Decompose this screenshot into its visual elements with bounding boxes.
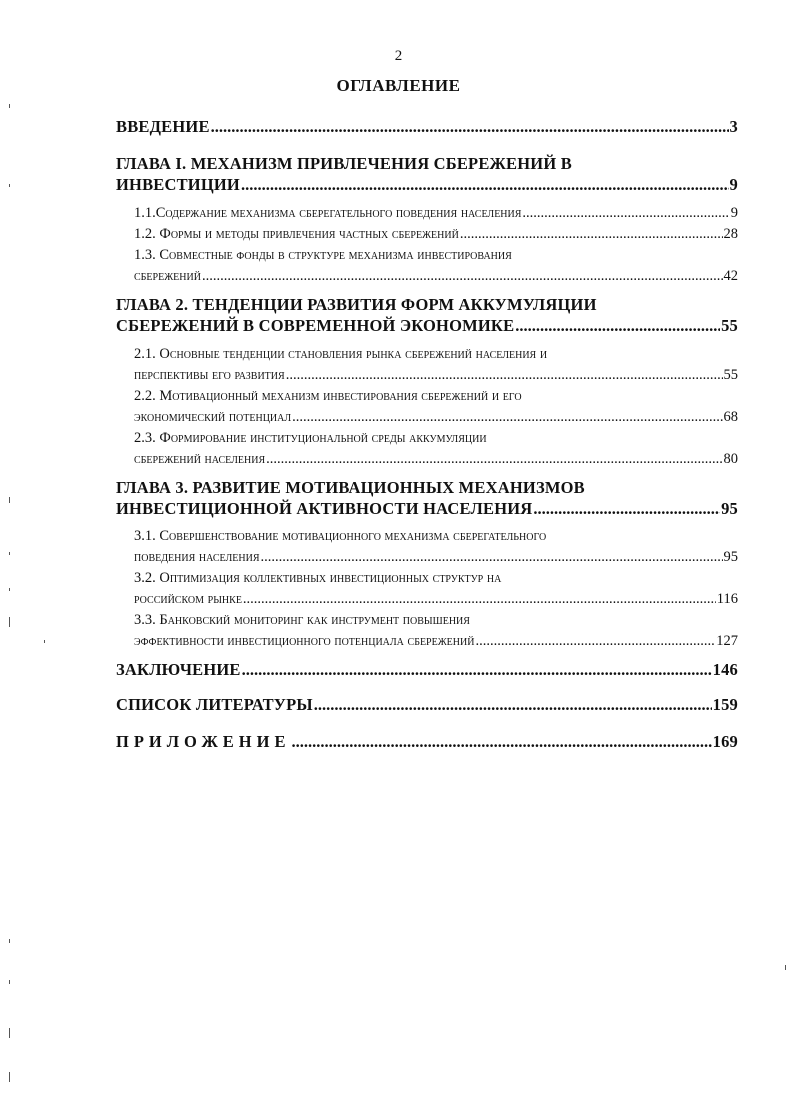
leader-dots bbox=[243, 589, 716, 610]
toc-entry-page: 42 bbox=[723, 268, 738, 284]
toc-entry-title: ГЛАВА I. МЕХАНИЗМ ПРИВЛЕЧЕНИЯ СБЕРЕЖЕНИЙ В bbox=[116, 154, 572, 173]
toc-entry-chapter-1[interactable] bbox=[116, 153, 738, 195]
leader-dots bbox=[533, 498, 720, 519]
leader-dots bbox=[286, 365, 723, 386]
toc-entry-page: 80 bbox=[723, 451, 738, 467]
scan-speck bbox=[785, 965, 786, 970]
toc-entry-section-3-2[interactable] bbox=[134, 568, 738, 610]
leader-dots bbox=[292, 407, 722, 428]
toc-entry-title: ПРИЛОЖЕНИЕ bbox=[116, 732, 291, 751]
leader-dots bbox=[314, 694, 712, 715]
scan-speck bbox=[9, 104, 10, 108]
scan-speck bbox=[9, 552, 10, 555]
toc-entry-title: 3.2. Оптимизация коллективных инвестиционных структур на bbox=[134, 570, 502, 586]
toc-entry-section-2-3[interactable] bbox=[134, 428, 738, 470]
toc-entry-title: 2.1. Основные тенденции становления рынка сбережений населения и bbox=[134, 346, 548, 362]
toc-entry-title: ГЛАВА 3. РАЗВИТИЕ МОТИВАЦИОННЫХ МЕХАНИЗМОВ bbox=[116, 478, 585, 497]
scan-speck bbox=[9, 617, 10, 627]
toc-entry-section-1-2[interactable] bbox=[134, 224, 738, 245]
toc-entry-title: СПИСОК ЛИТЕРАТУРЫ bbox=[116, 695, 313, 714]
leader-dots bbox=[241, 174, 729, 195]
scan-speck bbox=[44, 640, 45, 643]
toc-entry-page: 169 bbox=[712, 732, 738, 751]
toc-entry-page: 95 bbox=[723, 549, 738, 565]
toc-entry-page: 3 bbox=[729, 117, 738, 136]
toc-entry-section-3-3[interactable] bbox=[134, 610, 738, 652]
toc-entry-section-3-1[interactable] bbox=[134, 526, 738, 568]
toc-entry-bibliography[interactable] bbox=[116, 694, 738, 715]
leader-dots bbox=[460, 224, 723, 245]
leader-dots bbox=[242, 659, 712, 680]
toc-entry-page: 55 bbox=[721, 316, 738, 335]
leader-dots bbox=[522, 203, 729, 224]
leader-dots bbox=[475, 631, 715, 652]
toc-entry-page: 9 bbox=[729, 175, 738, 194]
toc-entry-title-cont: СБЕРЕЖЕНИЙ В СОВРЕМЕННОЙ ЭКОНОМИКЕ bbox=[116, 316, 515, 335]
toc-entry-appendix[interactable] bbox=[116, 731, 738, 752]
scan-speck bbox=[9, 588, 10, 591]
toc-entry-title: 1.3. Совместные фонды в структуре механизма инвестирования bbox=[134, 247, 512, 263]
scan-speck bbox=[9, 939, 10, 943]
toc-entry-introduction[interactable] bbox=[116, 116, 738, 137]
leader-dots bbox=[515, 315, 720, 336]
toc-entry-title-cont: эффективности инвестиционного потенциала сбережений bbox=[134, 633, 475, 649]
toc-entry-chapter-3[interactable] bbox=[116, 477, 738, 519]
toc-entry-page: 146 bbox=[712, 660, 738, 679]
scan-speck bbox=[9, 1028, 10, 1038]
scan-speck bbox=[9, 184, 10, 187]
toc-entry-page: 116 bbox=[716, 591, 738, 607]
toc-entry-section-1-3[interactable] bbox=[134, 245, 738, 287]
toc-entry-page: 9 bbox=[730, 205, 738, 221]
toc-entry-title-cont: ИНВЕСТИЦИОННОЙ АКТИВНОСТИ НАСЕЛЕНИЯ bbox=[116, 499, 533, 518]
scan-speck bbox=[9, 1072, 10, 1082]
leader-dots bbox=[202, 266, 723, 287]
toc-entry-page: 127 bbox=[716, 633, 738, 649]
scan-speck bbox=[9, 980, 10, 984]
toc-entry-title: 1.2. Формы и методы привлечения частных сбережений bbox=[134, 226, 459, 242]
toc-entry-page: 95 bbox=[721, 499, 738, 518]
toc-entry-title: 1.1.Содержание механизма сберегательного поведения населения bbox=[134, 205, 522, 221]
toc-entry-title-cont: экономический потенциал bbox=[134, 409, 292, 425]
toc-entry-title: ВВЕДЕНИЕ bbox=[116, 117, 210, 136]
toc-entry-title: 2.3. Формирование институциональной среды аккумуляции bbox=[134, 430, 487, 446]
toc-entry-title-cont: сбережений населения bbox=[134, 451, 266, 467]
leader-dots bbox=[266, 449, 722, 470]
toc-entry-page: 55 bbox=[723, 367, 738, 383]
toc-entry-page: 28 bbox=[723, 226, 738, 242]
leader-dots bbox=[291, 731, 711, 752]
toc-entry-title-cont: ИНВЕСТИЦИИ bbox=[116, 175, 240, 194]
leader-dots bbox=[211, 116, 729, 137]
toc-entry-title-cont: поведения населения bbox=[134, 549, 260, 565]
toc-entry-page: 68 bbox=[723, 409, 738, 425]
toc-entry-title: 3.1. Совершенствование мотивационного механизма сберегательного bbox=[134, 528, 547, 544]
toc-entry-title: ГЛАВА 2. ТЕНДЕНЦИИ РАЗВИТИЯ ФОРМ АККУМУЛЯЦИИ bbox=[116, 295, 597, 314]
toc-entry-section-2-1[interactable] bbox=[134, 344, 738, 386]
page-number: 2 bbox=[394, 48, 403, 64]
toc-entry-section-2-2[interactable] bbox=[134, 386, 738, 428]
toc-title: ОГЛАВЛЕНИЕ bbox=[336, 76, 461, 95]
toc-entry-page: 159 bbox=[712, 695, 738, 714]
toc-entry-title: 3.3. Банковский мониторинг как инструмент повышения bbox=[134, 612, 470, 628]
toc-entry-conclusion[interactable] bbox=[116, 659, 738, 680]
toc-entry-title: ЗАКЛЮЧЕНИЕ bbox=[116, 660, 241, 679]
toc-entry-title-cont: российском рынке bbox=[134, 591, 242, 607]
toc-entry-section-1-1[interactable] bbox=[134, 203, 738, 224]
toc-entry-title: 2.2. Мотивационный механизм инвестирования сбережений и его bbox=[134, 388, 522, 404]
toc-entry-title-cont: сбережений bbox=[134, 268, 201, 284]
toc-entry-chapter-2[interactable] bbox=[116, 294, 738, 336]
leader-dots bbox=[261, 547, 723, 568]
toc-entry-title-cont: перспективы его развития bbox=[134, 367, 285, 383]
scan-speck bbox=[9, 497, 10, 503]
